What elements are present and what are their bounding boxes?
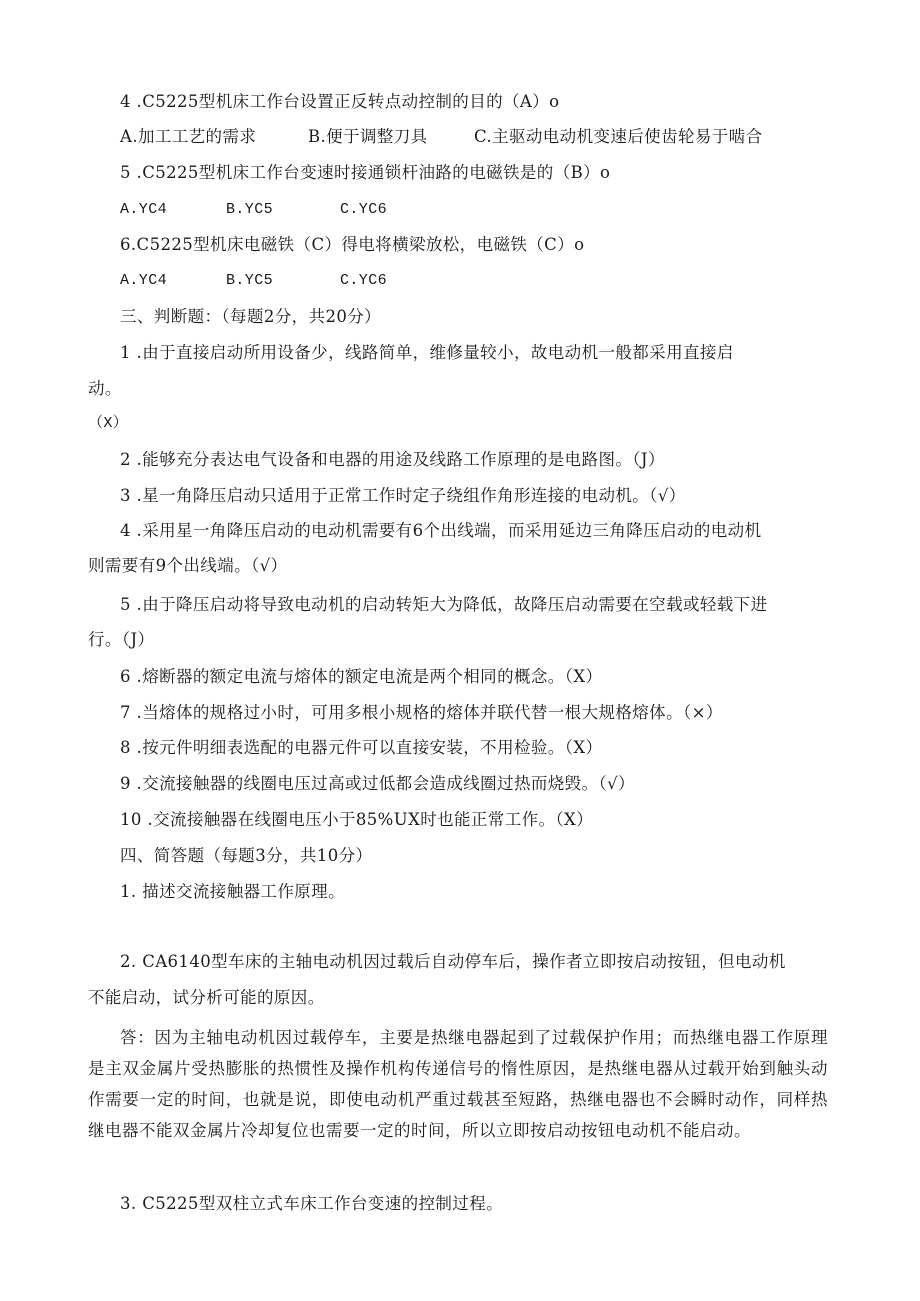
tf-item-4-line2: 则需要有9个出线端。（√） <box>88 556 288 575</box>
mc-q4-options <box>120 126 762 148</box>
tf-item-5-line1: 5 .由于降压启动将导致电动机的启动转矩大为降低，故降压启动需要在空载或轻载下进 <box>120 595 768 614</box>
sa-question-2-answer: 答：因为主轴电动机因过载停车，主要是热继电器起到了过载保护作用；而热继电器工作原理是主双金属片受热膨胀的热惯性及操作机构传递信号的惰性原因，是热继电器从过载开始到触头动作需要一定的时间，也就是说，即使电动机严重过载甚至短路，热继电器也不会瞬时动作，同样热继电器不能双金属片冷却复位也需要一定的时间，所以立即按启动按钮电动机不能启动。 <box>88 1028 828 1140</box>
mc-q4-option-c: C.主驱动电动机变速后使齿轮易于啮合 <box>474 127 763 146</box>
mc-q6-option-b: B.YC5 <box>226 272 274 289</box>
sa-question-3: 3. C5225型双柱立式车床工作台变速的控制过程。 <box>120 1194 504 1213</box>
sa-question-2-line1: 2. CA6140型车床的主轴电动机因过载后自动停车后，操作者立即按启动按钮，但电动机 <box>120 952 786 971</box>
tf-item-1-answer: （X） <box>88 415 129 432</box>
mc-q5-options <box>120 199 387 221</box>
tf-item-9: 9 .交流接触器的线圈电压过高或过低都会造成线圈过热而烧毁。（√） <box>120 774 635 793</box>
mc-q5-option-a: A.YC4 <box>120 201 168 218</box>
mc-q5-option-b: B.YC5 <box>226 201 274 218</box>
mc-q4-option-a: A.加工工艺的需求 <box>120 127 257 146</box>
mc-q5-option-c: C.YC6 <box>340 201 388 218</box>
sa-question-1: 1. 描述交流接触器工作原理。 <box>120 882 345 901</box>
sa-section-heading: 四、简答题（每题3分，共10分） <box>120 846 373 865</box>
mc-q4-option-b: B.便于调整刀具 <box>308 127 428 146</box>
tf-item-4-line1: 4 .采用星一角降压启动的电动机需要有6个出线端，而采用延边三角降压启动的电动机 <box>120 521 762 540</box>
tf-item-10: 10 .交流接触器在线圈电压小于85%UX时也能正常工作。（X） <box>120 810 594 829</box>
tf-item-1-line1: 1 .由于直接启动所用设备少，线路简单，维修量较小，故电动机一般都采用直接启 <box>120 343 734 362</box>
sa-question-2-line2: 不能启动，试分析可能的原因。 <box>88 988 325 1007</box>
tf-item-8: 8 .按元件明细表选配的电器元件可以直接安装，不用检验。（X） <box>120 738 603 757</box>
mc-q6-options <box>120 270 387 292</box>
tf-item-1-line2: 动。 <box>88 379 122 398</box>
mc-q5-stem: 5 .C5225型机床工作台变速时接通锁杆油路的电磁铁是的（B）o <box>120 163 611 182</box>
mc-q6-option-a: A.YC4 <box>120 272 168 289</box>
tf-item-2: 2 .能够充分表达电气设备和电器的用途及线路工作原理的是电路图。（J） <box>120 450 665 469</box>
tf-item-5-line2: 行。（J） <box>88 630 155 649</box>
tf-section-heading: 三、判断题：（每题2分，共20分） <box>120 307 382 326</box>
mc-q4-stem: 4 .C5225型机床工作台设置正反转点动控制的目的（A）o <box>120 92 560 111</box>
mc-q6-stem: 6.C5225型机床电磁铁（C）得电将横梁放松，电磁铁（C）o <box>120 235 585 254</box>
tf-item-7: 7 .当熔体的规格过小时，可用多根小规格的熔体并联代替一根大规格熔体。（×） <box>120 703 723 722</box>
tf-item-3: 3 .星一角降压启动只适用于正常工作时定子绕组作角形连接的电动机。（√） <box>120 486 686 505</box>
mc-q6-option-c: C.YC6 <box>340 272 388 289</box>
tf-item-6: 6 .熔断器的额定电流与熔体的额定电流是两个相同的概念。（X） <box>120 667 603 686</box>
